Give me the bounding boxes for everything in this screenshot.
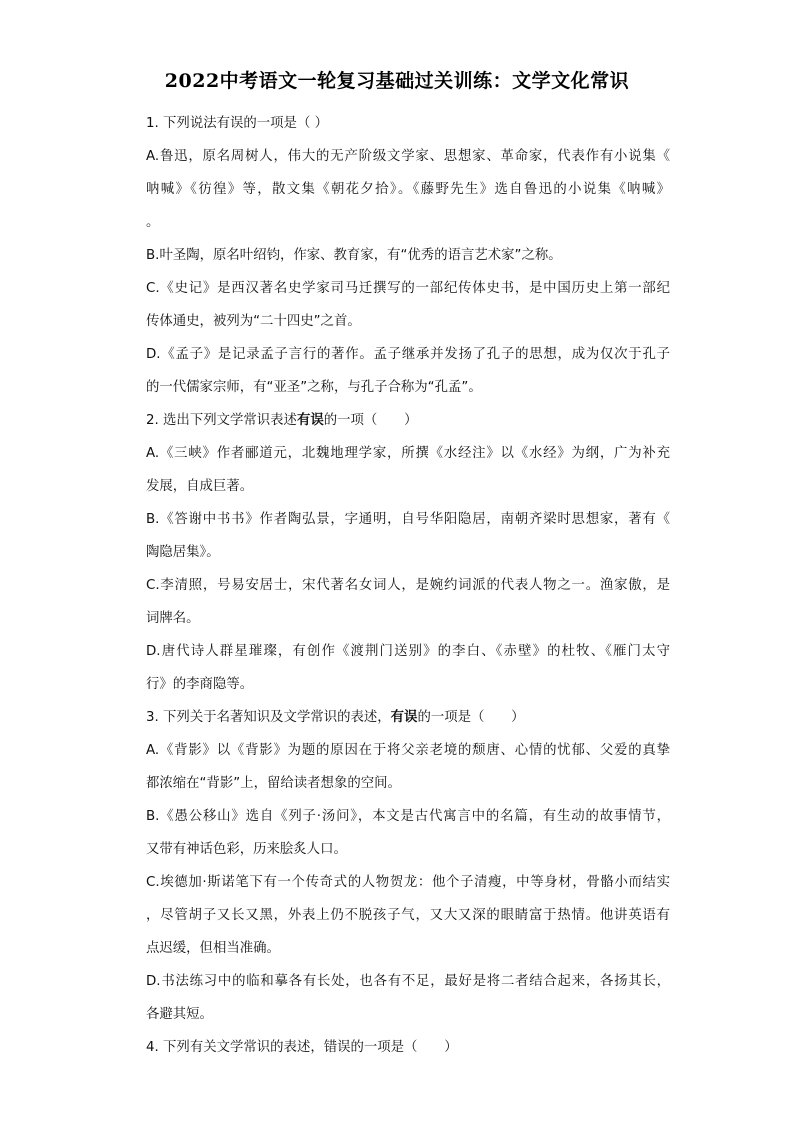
question-3-option-a-line-2: 都浓缩在“背影”上，留给读者想象的空间。 — [146, 776, 401, 791]
question-3-option-c-line-2: ，尽管胡子又长又黑，外表上仍不脱孩子气，又大又深的眼睛富于热情。他讲英语有 — [146, 908, 670, 923]
question-2-option-c-line-2: 词牌名。 — [146, 611, 200, 626]
question-2-stem — [146, 404, 670, 437]
question-1-stem: 1. 下列说法有误的一项是（ ） — [146, 116, 328, 131]
question-1-option-c-line-1: C.《史记》是西汉著名史学家司马迁撰写的一部纪传体史书，是中国历史上第一部纪 — [146, 281, 670, 296]
document-body — [146, 107, 670, 1064]
question-2-option-d-line-2: 行》的李商隐等。 — [146, 677, 254, 692]
question-3-stem-pre: 3. 下列关于名著知识及文学常识的表述， — [146, 710, 391, 725]
question-1-option-b-line-1: B.叶圣陶，原名叶绍钧，作家、教育家，有“优秀的语言艺术家”之称。 — [146, 248, 562, 263]
question-3-option-d-line-2: 各避其短。 — [146, 1007, 213, 1022]
document-title: 2022中考语文一轮复习基础过关训练：文学文化常识 — [164, 70, 630, 92]
question-3-stem-post: 的一项是（ ） — [417, 710, 525, 725]
question-2-option-c-line-1: C.李清照，号易安居士，宋代著名女词人，是婉约词派的代表人物之一。渔家傲，是 — [146, 578, 670, 593]
question-2-stem-pre: 2. 选出下列文学常识表述 — [146, 413, 297, 428]
question-3-option-c-line-3: 点迟缓，但相当准确。 — [146, 941, 280, 956]
question-1-option-a-line-2: 呐喊》《彷徨》等，散文集《朝花夕拾》。《藤野先生》选自鲁迅的小说集《呐喊》 — [146, 182, 670, 197]
question-3-option-c-line-1: C.埃德加·斯诺笔下有一个传奇式的人物贺龙：他个子清瘦，中等身材，骨骼小而结实 — [146, 875, 670, 890]
question-1-option-a-line-3: 。 — [146, 215, 160, 230]
question-2-option-a-line-2: 发展，自成巨著。 — [146, 479, 254, 494]
question-2-option-a-line-1: A.《三峡》作者郦道元，北魏地理学家，所撰《水经注》以《水经》为纲，广为补充 — [146, 446, 670, 461]
question-4-stem: 4. 下列有关文学常识的表述，错误的一项是（ ） — [146, 1040, 458, 1055]
question-3-option-b-line-1: B.《愚公移山》选自《列子·汤问》，本文是古代寓言中的名篇，有生动的故事情节， — [146, 809, 670, 824]
question-1-option-d-line-2: 的一代儒家宗师，有“亚圣”之称，与孔子合称为“孔孟”。 — [146, 380, 482, 395]
question-1-option-a-line-1: A.鲁迅，原名周树人，伟大的无产阶级文学家、思想家、革命家，代表作有小说集《 — [146, 149, 670, 164]
question-3-option-d-line-1: D.书法练习中的临和摹各有长处，也各有不足，最好是将二者结合起来，各扬其长， — [146, 974, 670, 989]
question-3-option-a-line-1: A.《背影》以《背影》为题的原因在于将父亲老境的颓唐、心情的忧郁、父爱的真挚 — [146, 743, 670, 758]
question-2-option-d-line-1: D.唐代诗人群星璀璨，有创作《渡荆门送别》的李白、《赤壁》的杜牧、《雁门太守 — [146, 644, 670, 659]
question-3-stem-emphasis: 有误 — [390, 710, 418, 725]
question-2-stem-post: 的一项（ ） — [323, 413, 418, 428]
question-2-option-b-line-2: 陶隐居集》。 — [146, 545, 220, 560]
question-1-option-c-line-2: 传体通史，被列为“二十四史”之首。 — [146, 314, 361, 329]
question-3-stem — [146, 701, 670, 734]
question-3-option-b-line-2: 又带有神话色彩，历来脍炙人口。 — [146, 842, 347, 857]
question-2-stem-emphasis: 有误 — [296, 413, 324, 428]
question-1-option-d-line-1: D.《孟子》是记录孟子言行的著作。孟子继承并发扬了孔子的思想，成为仅次于孔子 — [146, 347, 670, 362]
question-2-option-b-line-1: B.《答谢中书书》作者陶弘景，字通明，自号华阳隐居，南朝齐梁时思想家，著有《 — [146, 512, 670, 527]
